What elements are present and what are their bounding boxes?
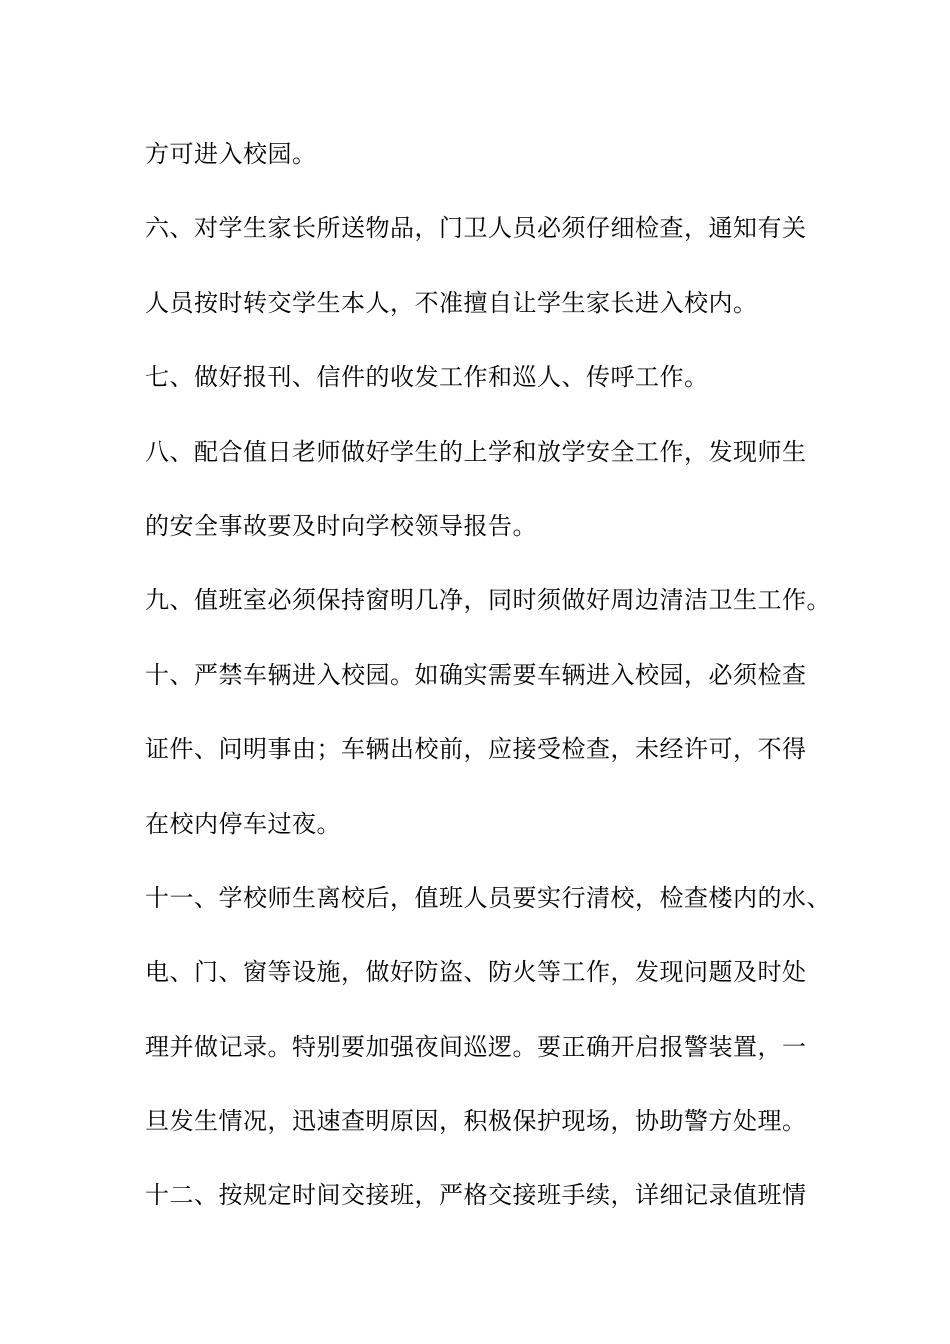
text-line: 方可进入校园。: [145, 140, 317, 168]
text-line: 理并做记录。特别要加强夜间巡逻。要正确开启报警装置，一: [145, 1032, 807, 1061]
document-body: [145, 130, 831, 1246]
text-line: 六、对学生家长所送物品，门卫人员必须仔细检查，通知有关: [145, 214, 807, 243]
text-line: 电、门、窗等设施，做好防盗、防火等工作，发现问题及时处: [145, 958, 807, 987]
text-line: 十二、按规定时间交接班，严格交接班手续，详细记录值班情: [145, 1181, 807, 1210]
text-line: 旦发生情况，迅速查明原因，积极保护现场，协助警方处理。: [145, 1107, 807, 1136]
text-line: 十一、学校师生离校后，值班人员要实行清校，检查楼内的水、: [145, 883, 831, 912]
text-line: 在校内停车过夜。: [145, 809, 341, 838]
text-line: 七、做好报刊、信件的收发工作和巡人、传呼工作。: [145, 363, 709, 392]
text-line: 人员按时转交学生本人，不准擅自让学生家长进入校内。: [145, 288, 758, 317]
text-line: 十、严禁车辆进入校园。如确实需要车辆进入校园，必须检查: [145, 660, 807, 689]
text-line: 证件、问明事由；车辆出校前，应接受检查，未经许可，不得: [145, 735, 807, 764]
text-line: 八、配合值日老师做好学生的上学和放学安全工作，发现师生: [145, 437, 807, 466]
text-line: 九、值班室必须保持窗明几净，同时须做好周边清洁卫生工作。: [145, 586, 831, 615]
text-line: 的安全事故要及时向学校领导报告。: [145, 511, 537, 540]
